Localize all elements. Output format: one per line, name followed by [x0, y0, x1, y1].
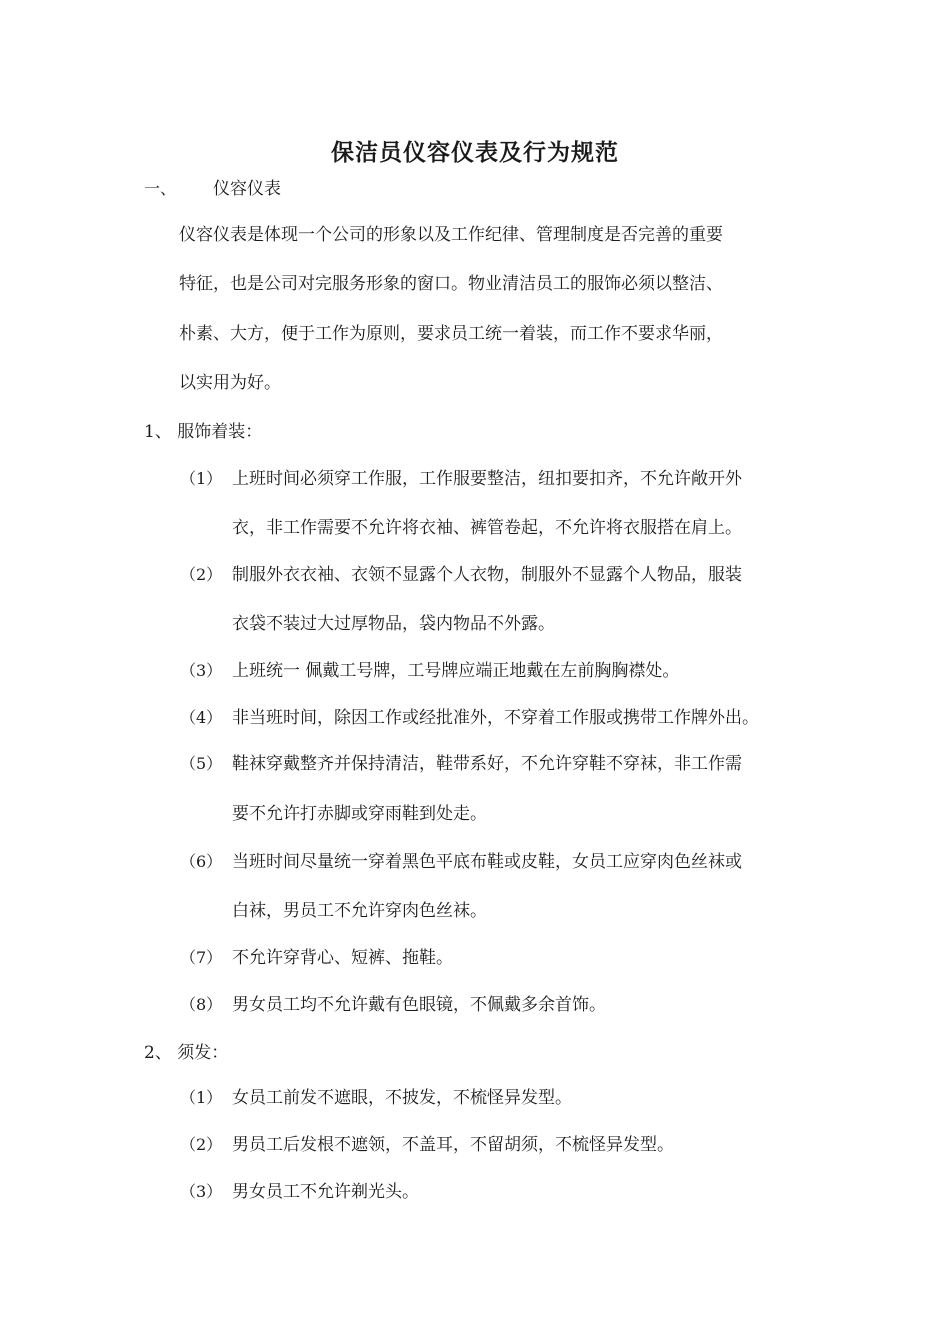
list-item-text: 衣袋不装过大过厚物品，袋内物品不外露。 [232, 614, 555, 634]
list-item-number: （6） [180, 852, 223, 871]
list-item-text: 当班时间尽量统一穿着黑色平底布鞋或皮鞋，女员工应穿肉色丝袜或 [232, 852, 742, 872]
list-item-number: （1） [180, 469, 223, 488]
list-item-number: （1） [180, 1088, 223, 1107]
list-item-number: （8） [180, 995, 223, 1014]
paragraph-line: 特征，也是公司对完服务形象的窗口。物业清洁员工的服饰必须以整洁、 [179, 274, 723, 294]
list-item-text: 不允许穿背心、短裤、拖鞋。 [232, 948, 453, 968]
list-item-text: 男员工后发根不遮领，不盖耳，不留胡须，不梳怪异发型。 [232, 1135, 674, 1155]
list-item-text: 上班统一 佩戴工号牌，工号牌应端正地戴在左前胸胸襟处。 [232, 661, 680, 681]
document-title: 保洁员仪容仪表及行为规范 [331, 139, 619, 166]
paragraph-line: 以实用为好。 [179, 373, 281, 393]
list-item-text: 制服外衣衣袖、衣领不显露个人衣物，制服外不显露个人物品，服装 [232, 565, 742, 585]
list-item-number: （4） [180, 708, 223, 727]
list-item-number: （5） [180, 754, 223, 773]
list-item-text: 非当班时间，除因工作或经批准外，不穿着工作服或携带工作牌外出。 [232, 708, 759, 728]
list-item-text: 女员工前发不遮眼，不披发，不梳怪异发型。 [232, 1088, 572, 1108]
section-heading: 仪容仪表 [213, 179, 281, 199]
subsection-heading: 1、 服饰着装： [144, 422, 263, 442]
list-item-number: （7） [180, 948, 223, 967]
list-item-number: （3） [180, 661, 223, 680]
section-number: 一、 [144, 179, 177, 198]
list-item-text: 衣，非工作需要不允许将衣袖、裤管卷起，不允许将衣服搭在肩上。 [232, 518, 742, 538]
list-item-number: （3） [180, 1182, 223, 1201]
subsection-heading: 2、 须发： [144, 1043, 229, 1063]
paragraph-line: 仪容仪表是体现一个公司的形象以及工作纪律、管理制度是否完善的重要 [179, 225, 723, 245]
list-item-number: （2） [180, 1135, 223, 1154]
list-item-text: 上班时间必须穿工作服，工作服要整洁，纽扣要扣齐，不允许敞开外 [232, 469, 742, 489]
list-item-text: 白袜，男员工不允许穿肉色丝袜。 [232, 901, 487, 921]
list-item-text: 男女员工均不允许戴有色眼镜，不佩戴多余首饰。 [232, 995, 606, 1015]
paragraph-line: 朴素、大方，便于工作为原则，要求员工统一着装，而工作不要求华丽， [179, 324, 723, 344]
list-item-text: 男女员工不允许剃光头。 [232, 1182, 419, 1202]
list-item-number: （2） [180, 565, 223, 584]
list-item-text: 要不允许打赤脚或穿雨鞋到处走。 [232, 804, 487, 824]
list-item-text: 鞋袜穿戴整齐并保持清洁，鞋带系好，不允许穿鞋不穿袜，非工作需 [232, 754, 742, 774]
